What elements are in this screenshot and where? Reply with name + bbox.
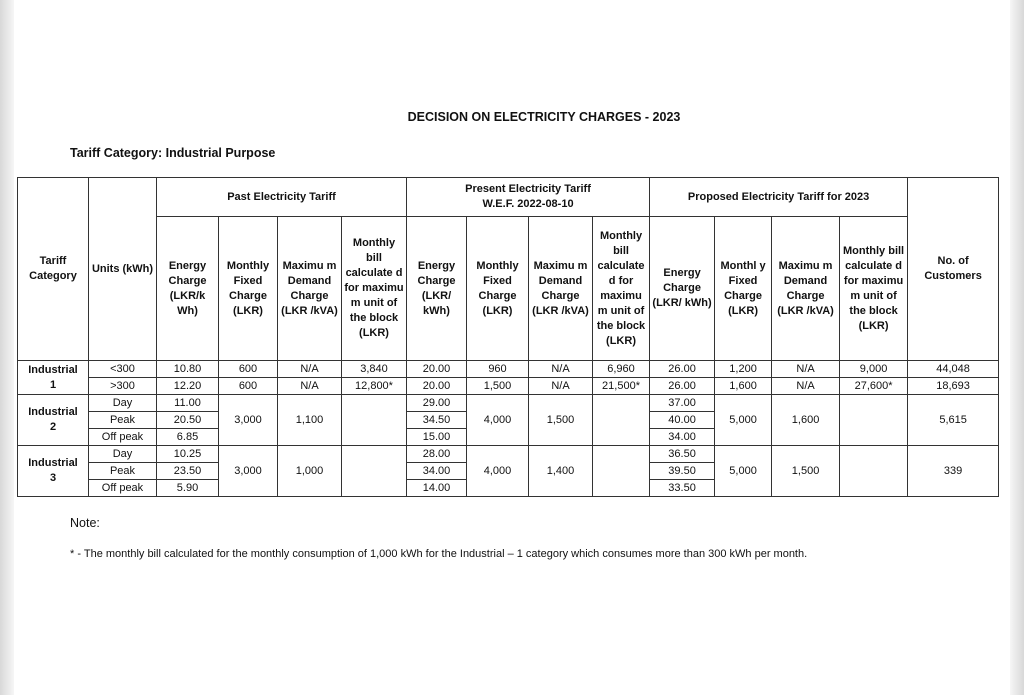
proposed-energy-cell: 37.00 <box>650 395 715 412</box>
category-label: Industrial <box>28 406 78 418</box>
proposed-fixed-cell: 1,200 <box>715 361 772 378</box>
present-energy-cell: 15.00 <box>407 429 467 446</box>
proposed-fixed-cell: 5,000 <box>715 395 772 446</box>
units-cell: Off peak <box>89 429 157 446</box>
proposed-bill-cell <box>840 446 908 497</box>
proposed-bill-cell <box>840 395 908 446</box>
footnote: * - The monthly bill calculated for the monthly consumption of 1,000 kWh for the Industrial – 1 category which consumes more than 300 kWh per month. <box>70 548 808 560</box>
past-bill-cell: 3,840 <box>342 361 407 378</box>
header-present-demand: Maximu m Demand Charge (LKR /kVA) <box>529 217 593 361</box>
category-industrial-1 <box>18 361 89 395</box>
table-row <box>18 361 999 378</box>
category-industrial-2 <box>18 395 89 446</box>
past-energy-cell: 10.25 <box>157 446 219 463</box>
present-bill-cell: 21,500* <box>593 378 650 395</box>
header-past-bill: Monthly bill calculate d for maximu m unit of the block (LKR) <box>342 217 407 361</box>
category-label: Industrial <box>28 363 78 376</box>
header-proposed-demand: Maximu m Demand Charge (LKR /kVA) <box>772 217 840 361</box>
present-energy-cell: 20.00 <box>407 361 467 378</box>
header-present-tariff-line1: Present Electricity Tariff <box>465 183 591 195</box>
proposed-fixed-cell: 5,000 <box>715 446 772 497</box>
present-fixed-cell: 4,000 <box>467 446 529 497</box>
proposed-bill-cell: 27,600* <box>840 378 908 395</box>
proposed-energy-cell: 26.00 <box>650 361 715 378</box>
present-demand-cell: N/A <box>529 361 593 378</box>
proposed-energy-cell: 33.50 <box>650 480 715 497</box>
group-header-row <box>18 178 999 217</box>
page-shadow-left <box>0 0 14 695</box>
proposed-energy-cell: 36.50 <box>650 446 715 463</box>
units-cell: Peak <box>89 463 157 480</box>
past-fixed-cell: 600 <box>219 361 278 378</box>
units-cell: <300 <box>89 361 157 378</box>
category-label: Industrial <box>28 457 78 469</box>
header-proposed-bill: Monthly bill calculate d for maximu m unit of the block (LKR) <box>840 217 908 361</box>
table-row <box>18 395 999 412</box>
header-past-fixed: Monthly Fixed Charge (LKR) <box>219 217 278 361</box>
present-energy-cell: 29.00 <box>407 395 467 412</box>
table-row <box>18 378 999 395</box>
customers-cell: 5,615 <box>908 395 999 446</box>
present-energy-cell: 28.00 <box>407 446 467 463</box>
present-energy-cell: 14.00 <box>407 480 467 497</box>
proposed-energy-cell: 34.00 <box>650 429 715 446</box>
present-energy-cell: 20.00 <box>407 378 467 395</box>
proposed-demand-cell: N/A <box>772 361 840 378</box>
present-demand-cell: N/A <box>529 378 593 395</box>
header-customers: No. of Customers <box>908 178 999 361</box>
page-shadow-right <box>1010 0 1024 695</box>
proposed-fixed-cell: 1,600 <box>715 378 772 395</box>
past-demand-cell: 1,100 <box>278 395 342 446</box>
past-bill-cell: 12,800* <box>342 378 407 395</box>
header-past-demand: Maximu m Demand Charge (LKR /kVA) <box>278 217 342 361</box>
proposed-demand-cell: N/A <box>772 378 840 395</box>
header-present-fixed: Monthly Fixed Charge (LKR) <box>467 217 529 361</box>
header-units: Units (kWh) <box>89 178 157 361</box>
present-bill-cell <box>593 395 650 446</box>
proposed-energy-cell: 40.00 <box>650 412 715 429</box>
past-fixed-cell: 600 <box>219 378 278 395</box>
header-present-tariff <box>407 178 650 217</box>
proposed-energy-cell: 39.50 <box>650 463 715 480</box>
category-industrial-3 <box>18 446 89 497</box>
past-energy-cell: 5.90 <box>157 480 219 497</box>
units-cell: Day <box>89 446 157 463</box>
past-demand-cell: N/A <box>278 378 342 395</box>
tariff-table <box>17 177 999 497</box>
header-proposed-fixed: Monthl y Fixed Charge (LKR) <box>715 217 772 361</box>
category-number: 3 <box>49 472 57 484</box>
customers-cell: 339 <box>908 446 999 497</box>
header-tariff-category: Tariff Category <box>18 178 89 361</box>
present-fixed-cell: 4,000 <box>467 395 529 446</box>
note-label: Note: <box>70 516 100 530</box>
column-header-row <box>18 217 999 361</box>
category-number: 2 <box>49 421 57 433</box>
past-fixed-cell: 3,000 <box>219 446 278 497</box>
document-title: DECISION ON ELECTRICITY CHARGES - 2023 <box>407 110 681 124</box>
proposed-demand-cell: 1,600 <box>772 395 840 446</box>
customers-cell: 44,048 <box>908 361 999 378</box>
past-energy-cell: 20.50 <box>157 412 219 429</box>
past-energy-cell: 10.80 <box>157 361 219 378</box>
past-bill-cell <box>342 446 407 497</box>
proposed-bill-cell: 9,000 <box>840 361 908 378</box>
header-present-bill: Monthly bill calculate d for maximu m unit of the block (LKR) <box>593 217 650 361</box>
customers-cell: 18,693 <box>908 378 999 395</box>
present-demand-cell: 1,500 <box>529 395 593 446</box>
present-energy-cell: 34.00 <box>407 463 467 480</box>
proposed-energy-cell: 26.00 <box>650 378 715 395</box>
present-bill-cell: 6,960 <box>593 361 650 378</box>
units-cell: Day <box>89 395 157 412</box>
header-past-energy: Energy Charge (LKR/k Wh) <box>157 217 219 361</box>
header-past-tariff: Past Electricity Tariff <box>157 178 407 217</box>
past-fixed-cell: 3,000 <box>219 395 278 446</box>
past-energy-cell: 11.00 <box>157 395 219 412</box>
header-present-tariff-line2: W.E.F. 2022-08-10 <box>482 198 574 210</box>
present-bill-cell <box>593 446 650 497</box>
past-energy-cell: 12.20 <box>157 378 219 395</box>
past-demand-cell: N/A <box>278 361 342 378</box>
tariff-category-title: Tariff Category: Industrial Purpose <box>70 146 276 160</box>
units-cell: Peak <box>89 412 157 429</box>
category-number: 1 <box>49 378 57 391</box>
units-cell: Off peak <box>89 480 157 497</box>
header-proposed-energy: Energy Charge (LKR/ kWh) <box>650 217 715 361</box>
proposed-demand-cell: 1,500 <box>772 446 840 497</box>
past-energy-cell: 6.85 <box>157 429 219 446</box>
past-bill-cell <box>342 395 407 446</box>
past-demand-cell: 1,000 <box>278 446 342 497</box>
past-energy-cell: 23.50 <box>157 463 219 480</box>
present-energy-cell: 34.50 <box>407 412 467 429</box>
units-cell: >300 <box>89 378 157 395</box>
header-present-energy: Energy Charge (LKR/ kWh) <box>407 217 467 361</box>
present-fixed-cell: 1,500 <box>467 378 529 395</box>
present-fixed-cell: 960 <box>467 361 529 378</box>
header-proposed-tariff: Proposed Electricity Tariff for 2023 <box>650 178 908 217</box>
table-row <box>18 446 999 463</box>
present-demand-cell: 1,400 <box>529 446 593 497</box>
